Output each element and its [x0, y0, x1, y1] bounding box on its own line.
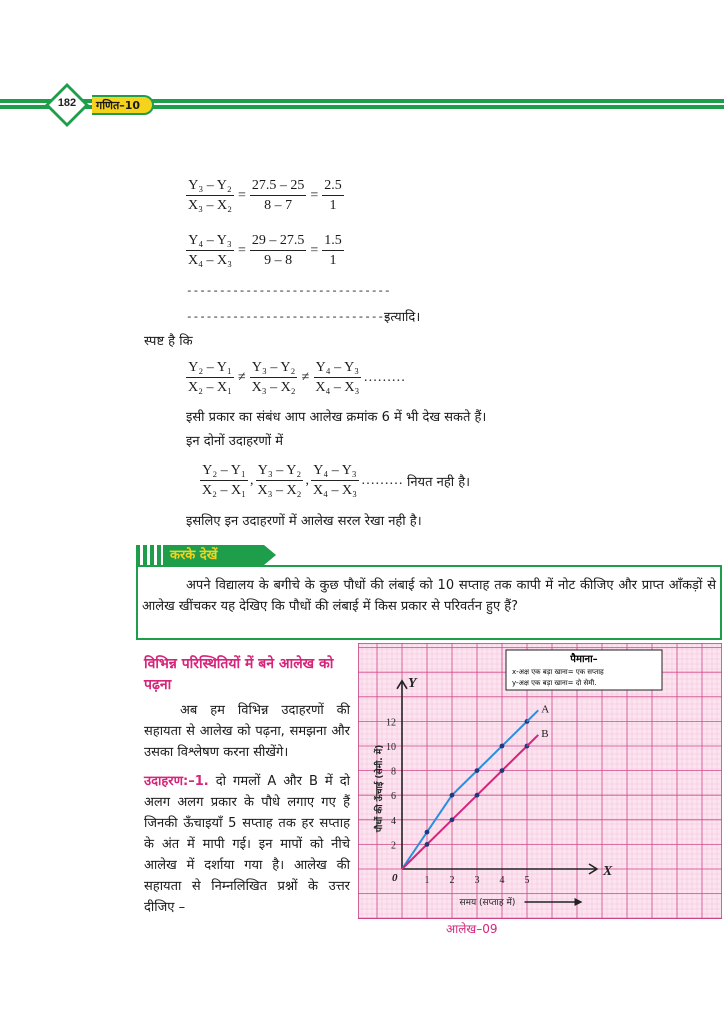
section-intro: अब हम विभिन्न उदाहरणों की सहायता से आलेख को पढ़ना, समझना और उसका विश्लेषण करना सीखेंगे।: [144, 703, 350, 760]
dashed-line-1: -------------------------------: [186, 286, 391, 298]
data-point-B: [475, 793, 480, 798]
etc-text: इत्यादि।: [384, 310, 421, 325]
scale-title: पैमाना–: [570, 654, 598, 665]
y-tick-label: 10: [386, 742, 396, 753]
series-label-B: B: [541, 727, 549, 740]
y-tick-label: 6: [391, 791, 396, 803]
y-tick-label: 2: [391, 840, 396, 852]
data-point-B: [500, 768, 505, 773]
y-tick-label: 4: [391, 815, 396, 827]
data-point-B: [450, 817, 455, 822]
x-tick-label: 5: [524, 875, 530, 886]
example-text: दो गमलों A और B में दो अलग अलग प्रकार के पौधे लगाए गए हैं जिनकी ऊँचाइयाँ 5 सप्ताह तक हर सप्ताह के अंत में मापी गई। इन मापों को नीचे आलेख में दर्शाया गया है। आलेख की सहायता से निम्नलिखित प्रश्नों के उत्तर दीजिए –: [144, 774, 350, 915]
activity-title: करके देखें: [170, 548, 218, 563]
y-tick-label: 8: [391, 766, 396, 778]
data-point-B: [425, 842, 430, 847]
data-point-A: [500, 744, 505, 749]
y-axis-letter: Y: [408, 675, 417, 691]
line-therefore: इसलिए इन उदाहरणों में आलेख सरल रेखा नही है।: [186, 514, 422, 529]
growth-chart: [358, 643, 722, 919]
origin-label: 0: [392, 872, 398, 884]
x-axis-label: समय (सप्ताह में): [459, 898, 516, 908]
equation-2: $\frac{\text{Y₄ – Y₃}}{\text{X₄ – X₃}}$ = $\frac{29 - 27.5}{9 - 8}$ = $\frac{1.5}{1}$: [188, 233, 342, 268]
equation-1: $\frac{\text{Y₃ – Y₂}}{\text{X₃ – X₂}}$ = $\frac{27.5 - 25}{8 - 7}$ = $\frac{2.5}{1}$: [188, 178, 342, 213]
activity-text: अपने विद्यालय के बगीचे के कुछ पौधों की लंबाई को 10 सप्ताह तक कापी में नोट कीजिए और प्राप्त आँकड़ों से आलेख खींचकर यह देखिए कि पौधों की लंबाई में किस प्रकार से परिवर्तन हुए हैं?: [142, 578, 716, 614]
x-tick-label: 3: [474, 875, 480, 886]
data-point-A: [425, 830, 430, 835]
y-axis-label: पौधों की ऊँचाई (सेमी. में): [375, 744, 385, 833]
line-similar: इसी प्रकार का संबंध आप आलेख क्रमांक 6 में भी देख सकते हैं।: [186, 410, 487, 425]
dashed-line-2: -------------------------------: [186, 312, 391, 324]
x-tick-label: 1: [424, 875, 430, 886]
fraction-sequence: $\frac{\text{Y₂ – Y₁}}{\text{X₂ – X₁}}$ , $\frac{\text{Y₃ – Y₂}}{\text{X₃ – X₂}}$ , $\frac{\text{Y₄ – Y₃}}{\text{X₄ – X₃}}$ ……… नियत नही है।: [202, 463, 471, 498]
y-tick-label: 12: [386, 717, 396, 729]
example-label: उदाहरण:–1.: [144, 774, 209, 789]
scale-x-text: x-अक्ष एक बड़ा खाना= एक सप्ताह: [512, 668, 604, 676]
line-both: इन दोनों उदाहरणों में: [186, 434, 284, 449]
series-label-A: A: [541, 703, 550, 716]
x-tick-label: 4: [499, 875, 505, 886]
chart-caption: आलेख–09: [446, 922, 498, 936]
clearly-text: स्पष्ट है कि: [144, 334, 193, 349]
data-point-A: [450, 793, 455, 798]
example-paragraph: [144, 771, 350, 918]
subject-title: गणित–10: [96, 99, 141, 112]
section-heading: विभिन्न परिस्थितियों में बने आलेख को पढ़ना: [144, 656, 334, 693]
page-number: 182: [57, 97, 77, 109]
data-point-A: [475, 768, 480, 773]
x-axis-letter: X: [603, 864, 613, 879]
x-tick-label: 2: [449, 875, 455, 886]
inequality: $\frac{\text{Y₂ – Y₁}}{\text{X₂ – X₁}}$ ≠ $\frac{\text{Y₃ – Y₂}}{\text{X₃ – X₂}}$ ≠ $\frac{\text{Y₄ – Y₃}}{\text{X₄ – X₃}}$ ………: [188, 360, 406, 395]
scale-y-text: y-अक्ष एक बड़ा खाना= दो सेमी.: [512, 679, 597, 687]
